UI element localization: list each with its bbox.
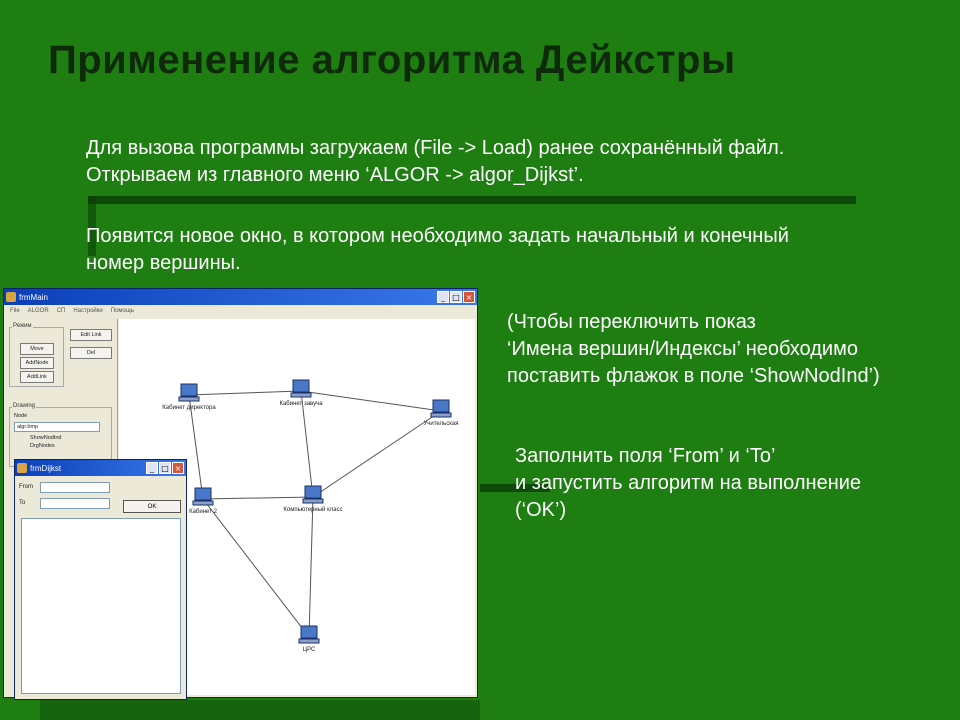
menu-help[interactable]: Помощь <box>110 308 134 314</box>
computer-base-icon <box>431 413 451 417</box>
from-input[interactable] <box>40 482 110 493</box>
result-area <box>21 518 181 694</box>
add-link-button[interactable]: AddLink <box>20 371 54 383</box>
paragraph-new-window <box>86 223 789 277</box>
close-icon[interactable]: × <box>172 462 184 474</box>
app-icon <box>17 463 27 473</box>
graph-edge[interactable] <box>189 391 301 395</box>
dijkst-dialog-titlebar <box>15 460 186 476</box>
node-label: Node <box>14 413 28 419</box>
ok-button[interactable]: OK <box>123 500 181 513</box>
graph-edge[interactable] <box>309 497 313 637</box>
menu-settings[interactable]: Настройки <box>73 308 103 314</box>
graph-node-label: ЦРС <box>302 647 316 653</box>
node-image-select[interactable]: algr.bmp <box>14 422 100 432</box>
computer-icon <box>433 400 449 412</box>
paragraph-fill-fields <box>515 443 861 524</box>
close-icon[interactable]: × <box>463 291 475 303</box>
graph-node[interactable] <box>189 488 217 515</box>
computer-icon <box>305 486 321 498</box>
paragraph-line: Открываем из главного меню ‘ALGOR -> algor_Dijkst’. <box>86 164 584 186</box>
computer-base-icon <box>193 501 213 505</box>
dijkst-dialog <box>14 459 187 700</box>
delete-button[interactable]: Del <box>70 347 112 359</box>
graph-node-label: Кабинет директора <box>162 405 216 411</box>
paragraph-line: (Чтобы переключить показ <box>507 311 756 333</box>
add-node-button[interactable]: AddNode <box>20 357 54 369</box>
computer-base-icon <box>299 639 319 643</box>
paragraph-show-nodes <box>507 309 880 390</box>
drawing-group-label: Drawing <box>13 403 36 409</box>
menu-file[interactable]: File <box>10 308 20 314</box>
graph-edge[interactable] <box>203 499 309 637</box>
menu-sp[interactable]: СП <box>56 308 66 314</box>
paragraph-line: Заполнить поля ‘From’ и ‘To’ <box>515 445 776 467</box>
paragraph-line: поставить флажок в поле ‘ShowNodInd’) <box>507 365 880 387</box>
graph-node-label: Учительская <box>423 421 459 427</box>
computer-base-icon <box>303 499 323 503</box>
graph-edge[interactable] <box>203 497 313 499</box>
graph-node[interactable] <box>299 626 319 653</box>
menu-algor[interactable]: ALGOR <box>27 308 49 314</box>
graph-node-label: Кабинет завуча <box>279 401 323 407</box>
graph-node[interactable] <box>423 400 458 427</box>
minimize-icon[interactable]: _ <box>146 462 158 474</box>
from-label: From <box>19 484 33 490</box>
computer-base-icon <box>291 393 311 397</box>
paragraph-line: (‘OK’) <box>515 499 567 521</box>
computer-icon <box>293 380 309 392</box>
move-button[interactable]: Move <box>20 343 54 355</box>
graph-node-label: Кабинет 2 <box>189 509 217 515</box>
main-menubar <box>4 305 477 317</box>
paragraph-line: Для вызова программы загружаем (File -> Load) ранее сохранённый файл. <box>86 137 785 159</box>
paragraph-line: номер вершины. <box>86 252 241 274</box>
minimize-icon[interactable]: _ <box>437 291 449 303</box>
paragraph-load <box>86 135 784 189</box>
computer-base-icon <box>179 397 199 401</box>
slide-title: Применение алгоритма Дейкстры <box>48 38 736 82</box>
paragraph-line: и запустить алгоритм на выполнение <box>515 472 862 494</box>
to-input[interactable] <box>40 498 110 509</box>
main-window-titlebar <box>4 289 477 305</box>
graph-node-label: Компьютерный класс <box>283 507 343 513</box>
paragraph-line: Появится новое окно, в котором необходимо задать начальный и конечный <box>86 225 789 247</box>
main-window-title: frmMain <box>19 292 48 302</box>
computer-icon <box>195 488 211 500</box>
graph-edge[interactable] <box>313 411 441 497</box>
graph-node[interactable] <box>283 486 342 513</box>
maximize-icon[interactable]: □ <box>450 291 462 303</box>
to-label: To <box>19 500 26 506</box>
computer-icon <box>181 384 197 396</box>
edit-link-button[interactable]: Edit Link <box>70 329 112 341</box>
show-node-ind-checkbox-label[interactable]: ShowNodInd <box>30 435 62 441</box>
graph-node[interactable] <box>162 384 216 411</box>
drag-nodes-checkbox-label[interactable]: DrgNodes <box>30 443 55 449</box>
computer-icon <box>301 626 317 638</box>
maximize-icon[interactable]: □ <box>159 462 171 474</box>
mode-group-label: Режим <box>13 323 32 329</box>
paragraph-line: ‘Имена вершин/Индексы’ необходимо <box>507 338 858 360</box>
app-icon <box>6 292 16 302</box>
dijkst-dialog-title: frmDijkst <box>30 463 62 473</box>
